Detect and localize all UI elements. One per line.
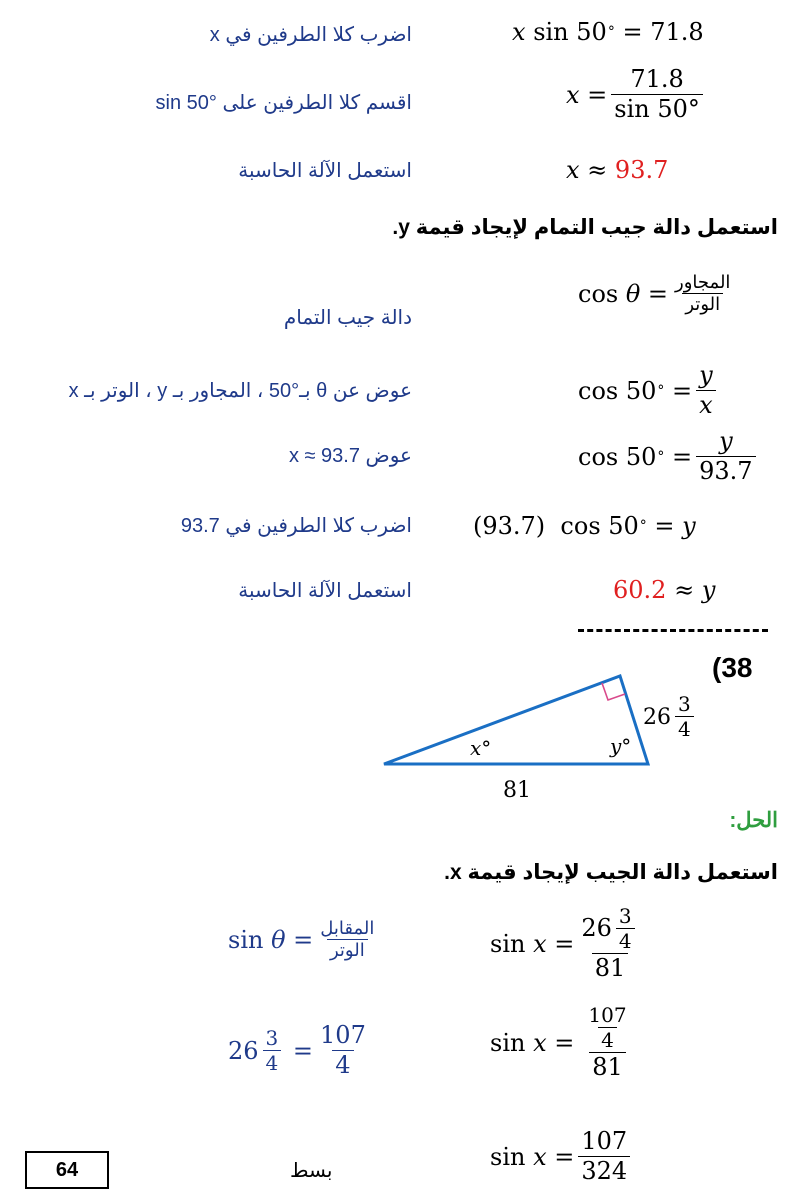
inner-denominator: 4 <box>598 1027 617 1052</box>
mixed-num: 3 <box>618 904 632 928</box>
fraction-denominator: 4 <box>332 1050 353 1080</box>
step-note-calculator: استعمل الآلة الحاسبة <box>238 160 412 182</box>
fraction-numerator: المجاور <box>675 272 731 292</box>
solution-label: الحل: <box>729 809 778 832</box>
fraction-numerator: 107 <box>320 1021 366 1049</box>
equation-x-approx: x ≈ 93.7 <box>566 156 669 184</box>
separator-dashed <box>578 629 768 632</box>
equation-sin-x-2: sin x = $\frac{\frac{107}{4}}{81}$ <box>490 1004 641 1082</box>
heading-find-y: استعمل دالة جيب التمام لإيجاد قيمة y. <box>392 216 778 239</box>
equation-sin-x-1: sin x = 26 $\frac{3}{4}$ 81 <box>490 905 646 983</box>
equation-x-sin50: x sin 50 ° = 71.8 <box>512 18 704 46</box>
fraction-numerator: y <box>719 427 733 455</box>
fraction-denominator: 324 <box>578 1156 630 1186</box>
fraction-denominator: الوتر <box>682 293 723 316</box>
side-right-label <box>643 693 698 741</box>
side-right-den: 4 <box>675 716 694 741</box>
fraction-numerator: 71.8 <box>630 65 684 93</box>
fraction-numerator: 107 <box>581 1127 628 1155</box>
mixed-den: 4 <box>616 928 635 953</box>
heading-find-x: استعمل دالة الجيب لإيجاد قيمة x. <box>444 861 778 884</box>
fraction-denominator: الوتر <box>327 939 368 962</box>
angle-y-label: y° <box>610 734 632 758</box>
equation-937-cos50: (93.7) cos 50 ° = y <box>473 512 696 540</box>
equation-cos50-y-x: cos 50 ° = $\frac{y}{x}$ <box>578 362 720 419</box>
step-note-substitute: عوض عن θ بـ°50 ، المجاور بـ y ، الوتر بـ x <box>68 380 412 402</box>
fraction-denominator: 81 <box>592 953 629 983</box>
equation-y-approx: 60.2 ≈ y <box>613 576 716 604</box>
fraction-denominator: 81 <box>589 1052 626 1082</box>
page-number: 64 <box>25 1151 109 1189</box>
fraction-denominator: sin 50° <box>611 94 703 124</box>
fraction-denominator: x <box>696 390 716 420</box>
triangle-outline <box>384 676 648 764</box>
step-note-divide-sin50: اقسم كلا الطرفين على °sin 50 <box>155 92 412 114</box>
inner-numerator: 107 <box>588 1003 627 1027</box>
angle-x-label: x° <box>470 736 492 760</box>
step-note-multiply-937: اضرب كلا الطرفين في 93.7 <box>180 515 412 537</box>
equation-cos-def: cos θ = $\frac{\text{المجاور}}{\text{الوتر}}$ <box>578 272 737 315</box>
step-note-simplify: بسط <box>290 1160 333 1182</box>
mixed-num: 3 <box>265 1025 279 1050</box>
equation-x-div: x = $\frac{71.8}{\sin 50^\circ}$ <box>566 66 707 123</box>
mixed-whole: 26 <box>581 914 612 943</box>
result-y-value: 60.2 <box>613 576 667 604</box>
fraction-numerator: y <box>699 361 713 389</box>
side-right-whole: 26 <box>643 704 671 730</box>
step-note-substitute-x: عوض x ≈ 93.7 <box>288 445 412 467</box>
mixed-den: 4 <box>263 1050 282 1075</box>
equation-sin-x-3: sin x = $\frac{107}{324}$ <box>490 1128 634 1185</box>
side-right-num: 3 <box>678 692 691 716</box>
equation-cos50-y-937: cos 50 ° = $\frac{y}{93.7}$ <box>578 428 760 485</box>
step-note-cos-def: دالة جيب التمام <box>283 307 412 329</box>
mixed-whole: 26 <box>228 1036 259 1065</box>
fraction-denominator: 93.7 <box>696 456 755 486</box>
problem-number: (38 <box>712 652 753 683</box>
equation-sin-def: sin θ = $\frac{\text{المقابل}}{\text{الوتر}}$ <box>228 918 381 961</box>
side-bottom-label: 81 <box>503 778 531 803</box>
step-note-calculator-2: استعمل الآلة الحاسبة <box>238 580 412 602</box>
equation-mixed-convert: 26 $\frac{3}{4}$ = $\frac{107}{4}$ <box>228 1022 373 1079</box>
right-triangle-diagram <box>370 668 670 778</box>
fraction-numerator: المقابل <box>320 918 375 938</box>
result-x-value: 93.7 <box>614 156 669 184</box>
step-note-multiply-x: اضرب كلا الطرفين في x <box>209 24 412 46</box>
